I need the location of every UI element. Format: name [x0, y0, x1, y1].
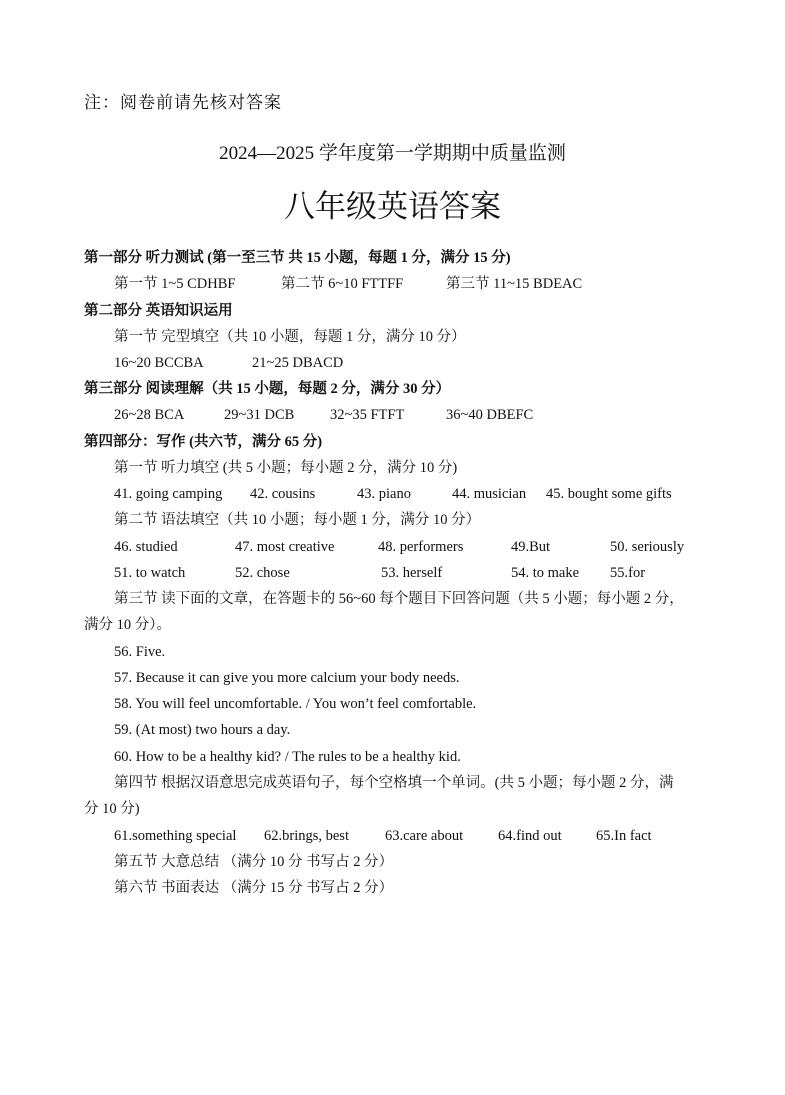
- part4-section1-heading: 第一节 听力填空 (共 5 小题；每小题 2 分，满分 10 分): [114, 460, 458, 476]
- answer-item: 53. herself: [381, 565, 443, 581]
- answer-item: 26~28 BCA: [114, 407, 185, 423]
- part4-answers2a-row: [0, 538, 785, 556]
- answer-line: 58. You will feel uncomfortable. / You won’t feel comfortable.: [114, 696, 477, 712]
- part1-answers-row: [0, 275, 785, 293]
- answer-item: 32~35 FTFT: [330, 407, 405, 423]
- part4-answers2b-row: [0, 564, 785, 582]
- answer-item: 16~20 BCCBA: [114, 355, 204, 371]
- part4-section5-heading: 第五节 大意总结 （满分 10 分 书写占 2 分）: [114, 854, 394, 870]
- part4-section6-heading: 第六节 书面表达 （满分 15 分 书写占 2 分）: [114, 880, 394, 896]
- answer-item: 41. going camping: [114, 486, 223, 502]
- answer-item: 21~25 DBACD: [252, 355, 344, 371]
- page-title: 八年级英语答案: [284, 189, 501, 225]
- part2-section1-heading: 第一节 完型填空（共 10 小题，每题 1 分，满分 10 分）: [114, 329, 466, 345]
- part3-answers-row: [0, 406, 785, 424]
- part1-heading: 第一部分 听力测试 (第一至三节 共 15 小题，每题 1 分，满分 15 分): [84, 250, 511, 266]
- part4-section2-heading: 第二节 语法填空（共 10 小题；每小题 1 分，满分 10 分）: [114, 512, 481, 528]
- answer-item: 29~31 DCB: [224, 407, 295, 423]
- answer-item: 45. bought some gifts: [546, 486, 672, 502]
- answer-item: 42. cousins: [250, 486, 316, 502]
- part4-answers4-row: [0, 827, 785, 845]
- answer-line: 57. Because it can give you more calcium your body needs.: [114, 670, 460, 686]
- answer-item: 62.brings, best: [264, 828, 349, 844]
- answer-item: 50. seriously: [610, 539, 685, 555]
- review-note: 注：阅卷前请先核对答案: [84, 93, 282, 112]
- answer-item: 52. chose: [235, 565, 290, 581]
- answer-item: 63.care about: [385, 828, 464, 844]
- answer-item: 43. piano: [357, 486, 411, 502]
- answer-item: 49.But: [511, 539, 551, 555]
- answer-item: 51. to watch: [114, 565, 186, 581]
- answer-item: 第一节 1~5 CDHBF: [114, 276, 236, 292]
- answer-line: 60. How to be a healthy kid? / The rules to be a healthy kid.: [114, 749, 461, 765]
- answer-line: 59. (At most) two hours a day.: [114, 722, 291, 738]
- part4-section3-heading: 第三节 读下面的文章，在答题卡的 56~60 每个题目下回答问题（共 5 小题；每小题 2 分，: [114, 591, 684, 607]
- answer-item: 64.find out: [498, 828, 562, 844]
- part4-section4-heading-cont: 分 10 分): [84, 801, 140, 817]
- answer-line: 56. Five.: [114, 644, 166, 660]
- answer-item: 55.for: [610, 565, 646, 581]
- part4-heading: 第四部分：写作 (共六节，满分 65 分): [84, 434, 323, 450]
- answer-item: 36~40 DBEFC: [446, 407, 534, 423]
- part4-section3-heading-cont: 满分 10 分）。: [84, 617, 171, 633]
- exam-subtitle: 2024—2025 学年度第一学期期中质量监测: [219, 143, 566, 164]
- part2-heading: 第二部分 英语知识运用: [84, 303, 233, 319]
- answer-item: 48. performers: [378, 539, 464, 555]
- answer-item: 44. musician: [452, 486, 527, 502]
- part3-heading: 第三部分 阅读理解（共 15 小题，每题 2 分，满分 30 分）: [84, 381, 451, 397]
- answer-item: 第三节 11~15 BDEAC: [446, 276, 583, 292]
- answer-item: 65.In fact: [596, 828, 652, 844]
- part4-answers1-row: [0, 485, 785, 503]
- part4-section4-heading: 第四节 根据汉语意思完成英语句子，每个空格填一个单词。(共 5 小题；每小题 2 分，满: [114, 775, 674, 791]
- answer-item: 47. most creative: [235, 539, 335, 555]
- answer-item: 61.something special: [114, 828, 237, 844]
- part2-answers-row: [0, 354, 785, 372]
- answer-item: 54. to make: [511, 565, 580, 581]
- answer-item: 第二节 6~10 FTTFF: [281, 276, 404, 292]
- answer-item: 46. studied: [114, 539, 178, 555]
